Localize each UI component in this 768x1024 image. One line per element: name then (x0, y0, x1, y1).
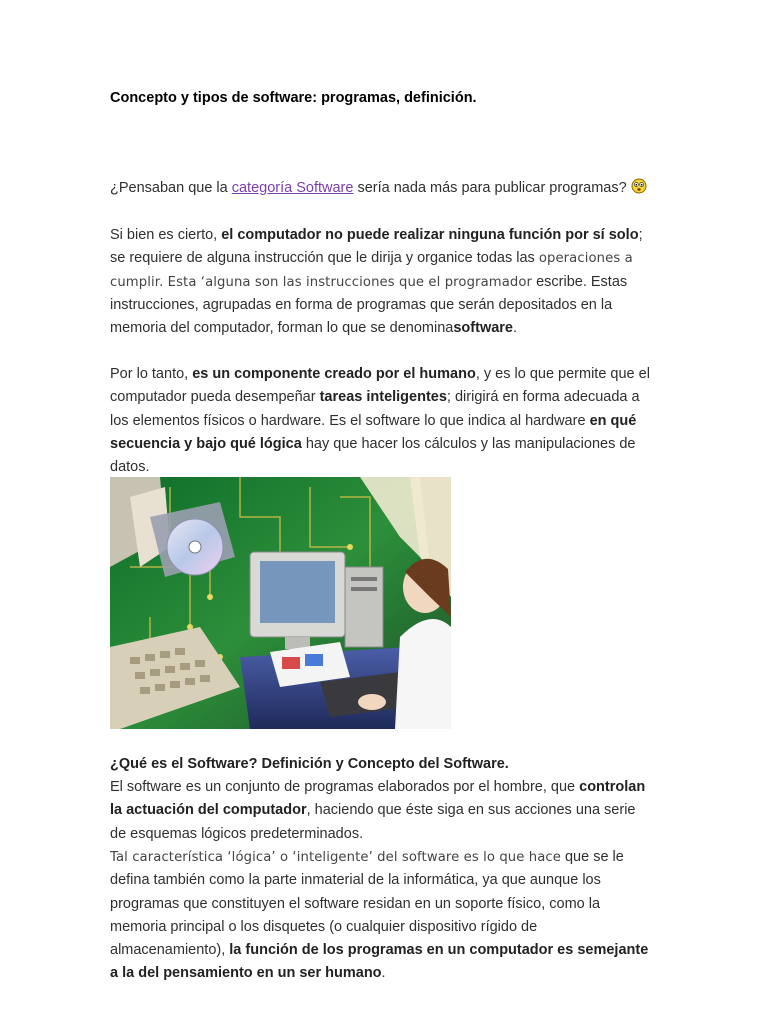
page-title: Concepto y tipos de software: programas, definición. (110, 90, 477, 106)
bold-text: la función de los programas en un computador es semejante a la del pensamiento en un ser humano (110, 942, 649, 982)
text: . (513, 320, 518, 337)
text: , haciendo que éste siga en sus acciones una serie de esquemas lógicos predeterminados. (110, 802, 636, 842)
paragraph-computador (110, 224, 650, 340)
paragraph-caracteristica (110, 846, 650, 986)
text: El software es un conjunto de programas elaborados por el hombre, que (110, 779, 580, 795)
illustration-graphic (110, 477, 451, 729)
text: que se le defina también como la parte inmaterial de la informática, ya que aunque los programas que constituyen el software residan en un soporte físico, como la memoria principal o los disquetes (o cualquier dispositivo rígido de almacenamiento), (110, 849, 624, 959)
bold-text: controlan la actuación del computador (110, 779, 646, 819)
text: ; se requiere de alguna instrucción que le dirija y organice todas las (110, 227, 643, 267)
paragraph-definicion (110, 776, 650, 846)
text: hay que hacer los cálculos y las manipulaciones de datos. (110, 435, 636, 476)
intro-text: ¿Pensaban que la (110, 180, 232, 196)
bold-text: software (453, 320, 513, 337)
text: , y es lo que permite que el computador pueda desempeñar (110, 366, 650, 406)
light-text: Tal característica ‘lógica’ o ‘inteligente’ del software es lo que hace (110, 850, 561, 865)
bold-text: el computador no puede realizar ninguna función por sí solo (221, 227, 639, 243)
text: ; dirigirá en forma adecuada a los elementos físicos o hardware. Es el software lo que indica al hardware (110, 389, 640, 429)
section-title: ¿Qué es el Software? Definición y Concepto del Software. (110, 756, 509, 772)
surprised-face-icon (631, 178, 647, 194)
text: escribe. Estas instrucciones, agrupadas en forma de programas que serán depositados en la memoria del computador, forman lo que se denomina (110, 273, 628, 337)
intro-paragraph (110, 177, 650, 200)
text: . (381, 965, 386, 982)
bold-text: tareas inteligentes (319, 389, 447, 406)
text: Por lo tanto, (110, 366, 193, 382)
software-illustration (110, 477, 451, 729)
paragraph-componente (110, 363, 650, 479)
category-software-link[interactable]: categoría Software (231, 180, 354, 196)
intro-text-end: sería nada más para publicar programas? (353, 180, 631, 196)
text: Si bien es cierto, (110, 227, 222, 243)
light-text: operaciones a cumplir. Esta ‘alguna son las instrucciones que el programador (110, 251, 633, 290)
bold-text: en qué secuencia y bajo qué lógica (110, 412, 637, 452)
bold-text: es un componente creado por el humano (192, 366, 476, 382)
